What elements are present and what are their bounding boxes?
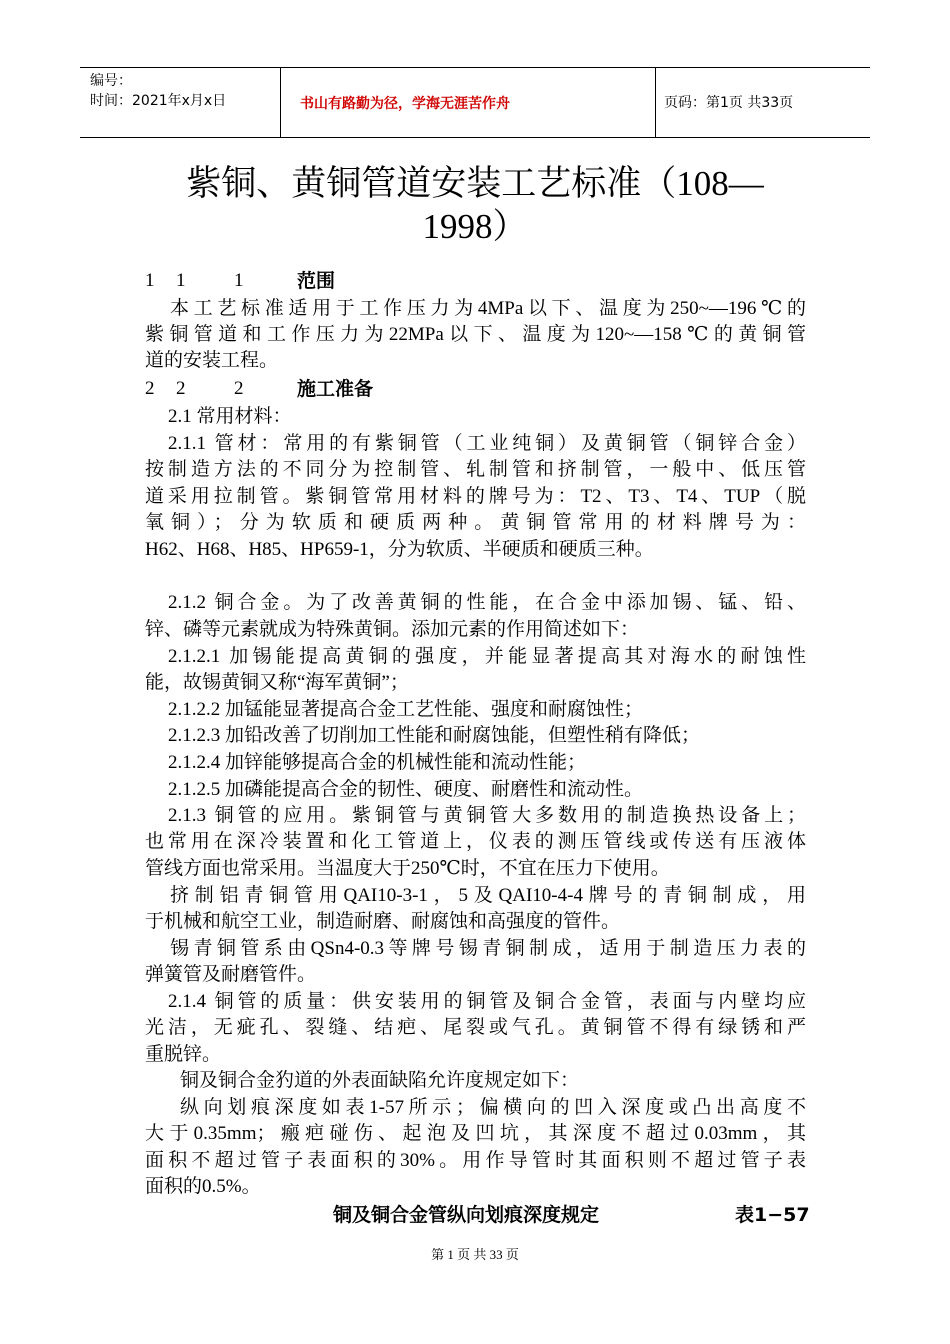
paragraph-line: 2.1.2.4 加锌能够提高合金的机械性能和流动性能；	[168, 752, 587, 773]
paragraph-line: 面积不超过管子表面积的30%。用作导管时其面积则不超过管子表	[145, 1150, 806, 1171]
number-label: 编号：	[90, 73, 132, 89]
paragraph-line: 锌、磷等元素就成为特殊黄铜。添加元素的作用简述如下：	[145, 619, 640, 640]
paragraph-line: 紫铜管道和工作压力为22MPa以下、温度为120~—158℃的黄铜管	[145, 324, 806, 345]
paragraph-line: 铜及铜合金犳道的外表面缺陷允许度规定如下：	[180, 1070, 580, 1091]
section-number: 2	[234, 378, 244, 399]
document-header	[80, 67, 870, 138]
paragraph-line: 道采用拉制管。紫铜管常用材料的牌号为：T2、T3、T4、TUP（脱	[145, 486, 806, 507]
paragraph-line: H62、H68、H85、HP659-1，分为软质、半硬质和硬质三种。	[145, 539, 654, 560]
paragraph-line: 2.1.4 铜管的质量：供安装用的铜管及铜合金管，表面与内壁均应	[168, 991, 806, 1012]
paragraph-line: 2.1.2.2 加锰能显著提高合金工艺性能、强度和耐腐蚀性；	[168, 699, 644, 720]
paragraph-line: 纵向划痕深度如表1-57所示；偏横向的凹入深度或凸出高度不	[180, 1097, 806, 1118]
document-title-line2: 1998）	[422, 207, 528, 246]
paragraph-line: 重脱锌。	[145, 1044, 222, 1065]
paragraph-line: 按制造方法的不同分为控制管、轧制管和挤制管，一般中、低压管	[145, 459, 806, 480]
paragraph-line: 光洁，无疵孔、裂缝、结疤、尾裂或气孔。黄铜管不得有绿锈和严	[145, 1017, 806, 1038]
section-number: 2	[176, 378, 186, 399]
paragraph-line: 氧铜）；分为软质和硬质两种。黄铜管常用的材料牌号为：	[145, 512, 806, 533]
document-title-line1: 紫铜、黄铜管道安装工艺标准（108—	[186, 164, 764, 203]
table-number: 表1−57	[735, 1204, 810, 1226]
paragraph-line: 2.1.2.3 加铅改善了切削加工性能和耐腐蚀能，但塑性稍有降低；	[168, 725, 701, 746]
paragraph-line: 本工艺标准适用于工作压力为4MPa以下、温度为250~—196℃的	[170, 298, 806, 319]
section-number: 1	[234, 270, 244, 291]
section-number: 1	[145, 270, 155, 291]
paragraph-line: 弹簧管及耐磨管件。	[145, 964, 317, 985]
paragraph-line: 也常用在深冷装置和化工管道上，仪表的测压管线或传送有压液体	[145, 831, 806, 852]
paragraph-line: 2.1.2.5 加磷能提高合金的韧性、硬度、耐磨性和流动性。	[168, 779, 644, 800]
paragraph-line: 2.1.2 铜合金。为了改善黄铜的性能，在合金中添加锡、锰、铅、	[168, 592, 806, 613]
section-number: 2	[145, 378, 155, 399]
section-number: 1	[176, 270, 186, 291]
header-divider	[280, 68, 281, 137]
paragraph-line: 大于0.35mm；瘢疤碰伤、起泡及凹坑，其深度不超过0.03mm，其	[145, 1123, 806, 1144]
paragraph-line: 2.1.1 管材：常用的有紫铜管（工业纯铜）及黄铜管（铜锌合金）	[168, 433, 806, 454]
page-info: 页码：第1页 共33页	[664, 95, 794, 111]
paragraph-line: 能，故锡黄铜又称“海军黄铜”；	[145, 672, 409, 693]
paragraph-line: 2.1.2.1 加锡能提高黄铜的强度，并能显著提高其对海水的耐蚀性	[168, 646, 806, 667]
paragraph-line: 于机械和航空工业，制造耐磨、耐腐蚀和高强度的管件。	[145, 911, 621, 932]
table-caption: 铜及铜合金管纵向划痕深度规定	[333, 1204, 600, 1226]
section-heading-scope: 范围	[297, 270, 336, 292]
paragraph-line: 面积的0.5%。	[145, 1176, 261, 1197]
paragraph-line: 2.1 常用材料：	[168, 406, 292, 427]
time-label: 时间：2021年x月x日	[90, 93, 227, 109]
motto-text: 书山有路勤为径，学海无涯苦作舟	[300, 96, 510, 112]
paragraph-line: 挤制铝青铜管用QAI10-3-1，5及QAI10-4-4牌号的青铜制成，用	[170, 885, 806, 906]
page-footer: 第 1 页 共 33 页	[431, 1247, 519, 1262]
paragraph-line: 锡青铜管系由QSn4-0.3等牌号锡青铜制成，适用于制造压力表的	[170, 938, 806, 959]
paragraph-line: 道的安装工程。	[145, 350, 279, 371]
paragraph-line: 2.1.3 铜管的应用。紫铜管与黄铜管大多数用的制造换热设备上；	[168, 805, 806, 826]
section-heading-preparation: 施工准备	[297, 378, 374, 400]
header-divider	[655, 68, 656, 137]
paragraph-line: 管线方面也常采用。当温度大于250℃时，不宜在压力下使用。	[145, 858, 670, 879]
